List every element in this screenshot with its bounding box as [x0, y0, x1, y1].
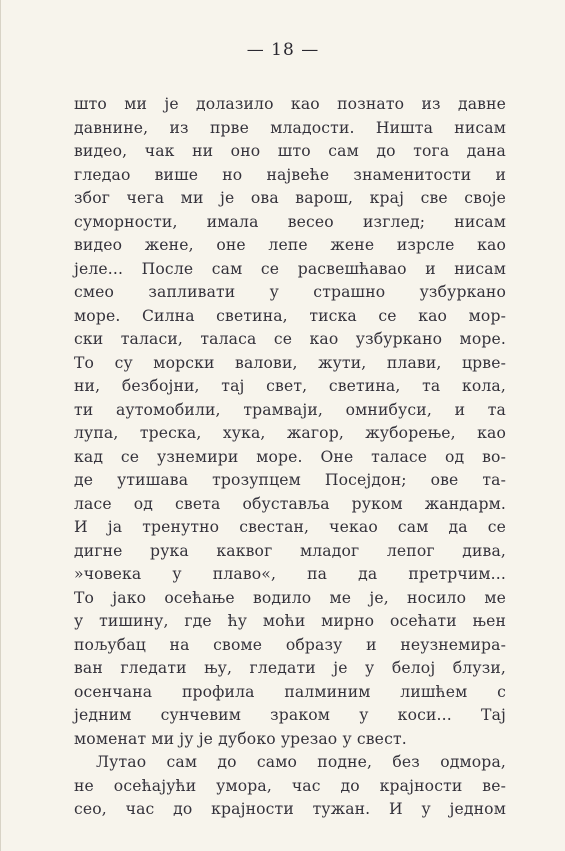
- text-line: пољубац на своме образу и неузнемира-: [74, 635, 506, 654]
- text-line: што ми је долазило као познато из давне: [74, 95, 506, 113]
- text-line: јеле... После сам се расвешћавао и нисам: [74, 259, 506, 278]
- paragraph-end-line: моменат ми ју је дубоко урезао у свест.: [74, 729, 407, 748]
- text-line: »човека у плаво«, па да претрчим...: [74, 565, 506, 583]
- text-line: И ја тренутно свестан, чекао сам да се: [74, 518, 506, 536]
- text-line: кад се узнемири море. Оне таласе од во-: [74, 447, 506, 466]
- text-line: сео, час до крајности тужан. И у једном: [74, 800, 506, 818]
- text-line: осенчана профила палминим лишћем с: [74, 682, 506, 701]
- text-line: давнине, из прве младости. Ништа нисам: [74, 118, 506, 137]
- text-line: смео запливати у страшно узбуркано: [74, 283, 506, 301]
- paragraph-start-line: Лутао сам до само подне, без одмора,: [96, 753, 506, 771]
- text-line: у тишину, где ћу моћи мирно осећати њен: [74, 612, 506, 630]
- text-line: лупа, треска, хука, жагор, жуборење, као: [74, 424, 506, 442]
- text-line: видео жене, оне лепе жене изрсле као: [74, 236, 506, 254]
- text-line: То су морски валови, жути, плави, црве-: [74, 353, 506, 372]
- text-line: море. Силна светина, тиска се као мор-: [74, 306, 506, 325]
- text-line: де утишава трозупцем Посејдон; ове та-: [74, 471, 506, 489]
- body-text: [74, 93, 506, 822]
- text-line: дигне рука каквог младог лепог дива,: [74, 541, 506, 560]
- text-line: ни, безбојни, тај свет, светина, та кола,: [74, 377, 506, 395]
- text-line: То јако осећање водило ме је, носило ме: [74, 588, 506, 607]
- text-line: ти аутомобили, трамваји, омнибуси, и та: [74, 400, 506, 419]
- text-line: гледао више но највеће знаменитости и: [74, 165, 506, 184]
- text-line: видео, чак ни оно што сам до тога дана: [74, 142, 506, 160]
- text-line: једним сунчевим зраком у коси... Тај: [74, 706, 506, 724]
- text-line: ски таласи, таласа се као узбуркано море.: [74, 330, 506, 348]
- text-line: ласе од света обуставља руком жандарм.: [74, 494, 506, 513]
- text-line: не осећајући умора, час до крајности ве-: [74, 776, 506, 795]
- text-line: суморности, имала весео изглед; нисам: [74, 212, 506, 231]
- text-line: због чега ми је ова варош, крај све своје: [74, 189, 506, 207]
- text-line: ван гледати њу, гледати је у белој блузи,: [74, 659, 506, 677]
- page-number: — 18 —: [246, 40, 320, 60]
